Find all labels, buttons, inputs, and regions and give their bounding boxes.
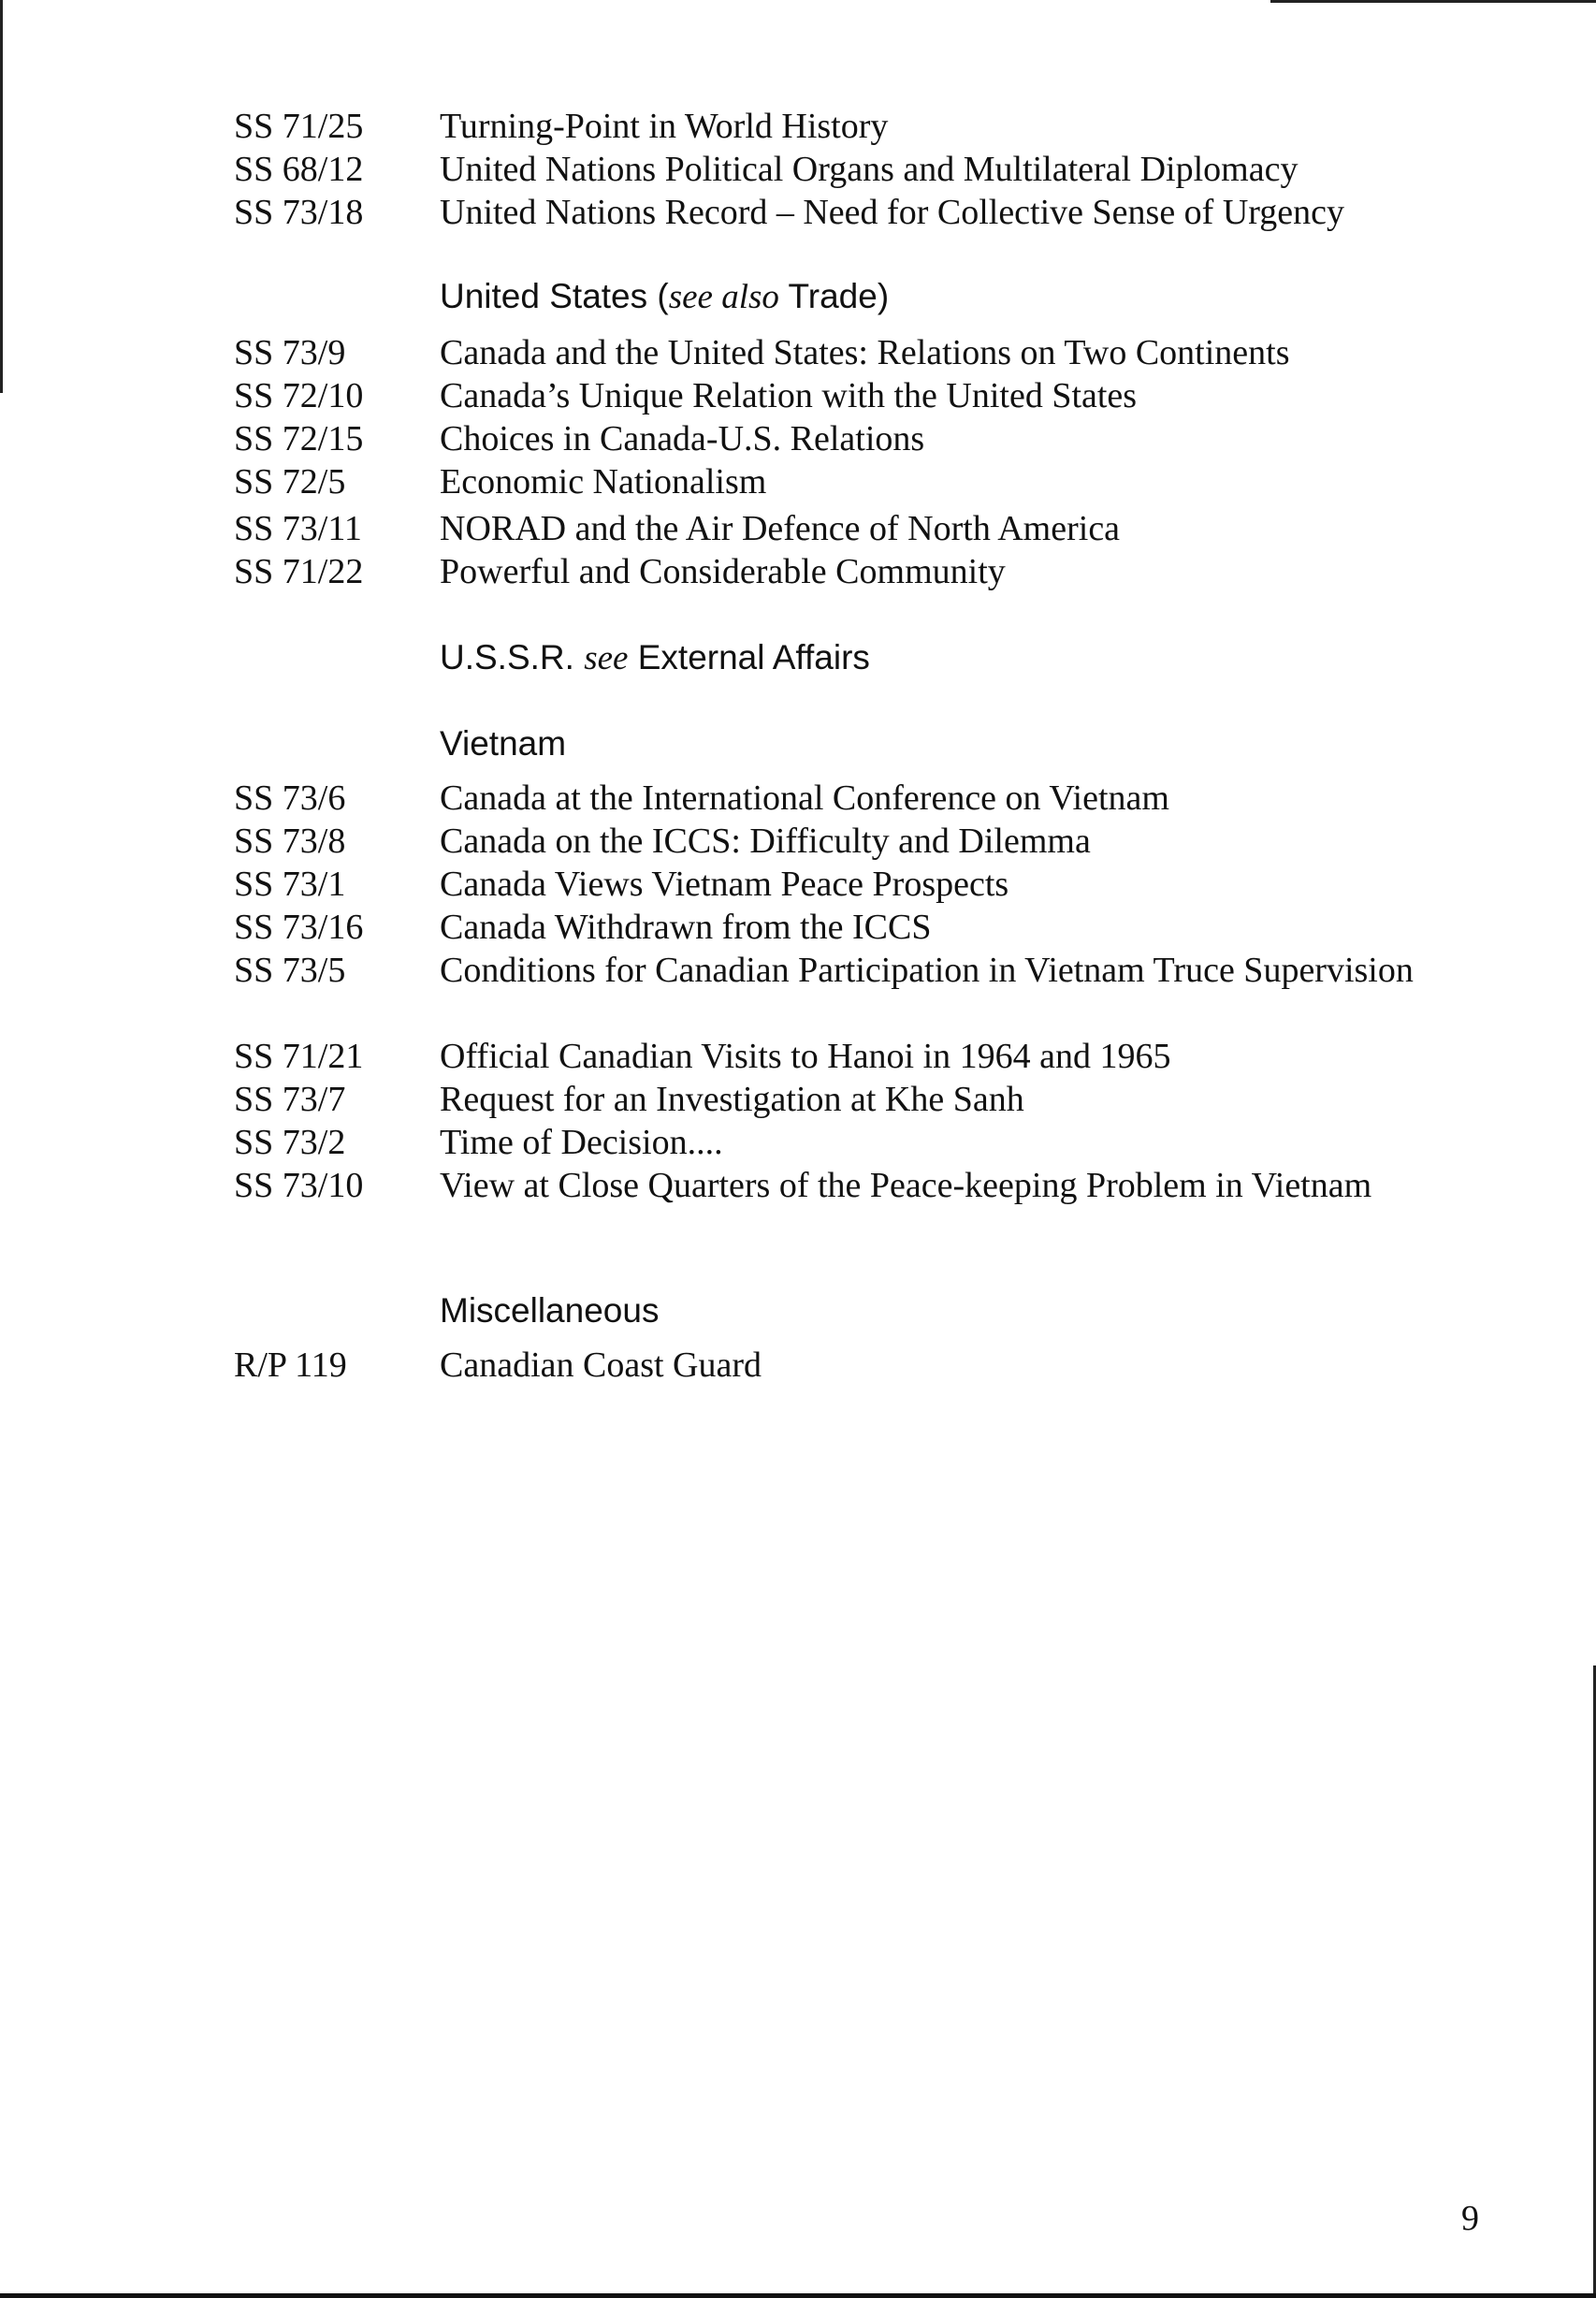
entry-title: Official Canadian Visits to Hanoi in 1964 and 1965 <box>440 1037 1171 1076</box>
entry-title: Choices in Canada-U.S. Relations <box>440 419 925 458</box>
entry-title: Canada’s Unique Relation with the United States <box>440 376 1138 415</box>
page-number: 9 <box>1461 2199 1479 2238</box>
entry-title: United Nations Record – Need for Collective Sense of Urgency <box>440 193 1344 232</box>
entry-title: NORAD and the Air Defence of North America <box>440 509 1121 548</box>
entry-code: SS 68/12 <box>234 150 364 189</box>
entry-code: SS 73/18 <box>234 193 364 232</box>
entry-title: Conditions for Canadian Participation in Vietnam Truce Supervision <box>440 951 1414 990</box>
entry-title: Powerful and Considerable Community <box>440 552 1006 591</box>
entry-code: SS 73/8 <box>234 822 346 861</box>
section-heading: U.S.S.R. see External Affairs <box>440 638 870 677</box>
entry-code: SS 73/2 <box>234 1123 346 1162</box>
scan-edge-bottom <box>0 2293 1596 2298</box>
section-heading: United States (see also Trade) <box>440 277 890 316</box>
entry-title: Canada at the International Conference on Vietnam <box>440 778 1169 818</box>
entry-code: SS 73/7 <box>234 1080 346 1119</box>
entry-code: SS 73/5 <box>234 951 346 990</box>
entry-title: Canada Withdrawn from the ICCS <box>440 908 932 947</box>
entry-title: Economic Nationalism <box>440 462 767 502</box>
entry-code: SS 71/25 <box>234 107 364 146</box>
entry-code: SS 73/16 <box>234 908 364 947</box>
entry-code: SS 72/10 <box>234 376 364 415</box>
section-heading: Vietnam <box>440 724 567 763</box>
entry-code: SS 73/6 <box>234 778 346 818</box>
entry-code: SS 73/11 <box>234 509 362 548</box>
entry-code: SS 71/22 <box>234 552 364 591</box>
entry-title: Turning-Point in World History <box>440 107 889 146</box>
entry-title: Time of Decision.... <box>440 1123 723 1162</box>
entry-code: SS 73/1 <box>234 865 346 904</box>
entry-title: View at Close Quarters of the Peace-keeping Problem in Vietnam <box>440 1166 1372 1205</box>
section-heading: Miscellaneous <box>440 1291 660 1330</box>
entry-title: Canadian Coast Guard <box>440 1345 762 1385</box>
entry-code: R/P 119 <box>234 1345 347 1385</box>
entry-title: Canada Views Vietnam Peace Prospects <box>440 865 1009 904</box>
scan-edge-top <box>1270 0 1596 3</box>
entry-code: SS 71/21 <box>234 1037 364 1076</box>
entry-title: Canada on the ICCS: Difficulty and Dilemma <box>440 822 1091 861</box>
scan-edge-left <box>0 0 3 393</box>
entry-title: Request for an Investigation at Khe Sanh <box>440 1080 1024 1119</box>
entry-code: SS 72/5 <box>234 462 346 502</box>
entry-title: United Nations Political Organs and Multilateral Diplomacy <box>440 150 1299 189</box>
entry-code: SS 72/15 <box>234 419 364 458</box>
entry-title: Canada and the United States: Relations on Two Continents <box>440 333 1290 372</box>
entry-code: SS 73/10 <box>234 1166 364 1205</box>
entry-code: SS 73/9 <box>234 333 346 372</box>
